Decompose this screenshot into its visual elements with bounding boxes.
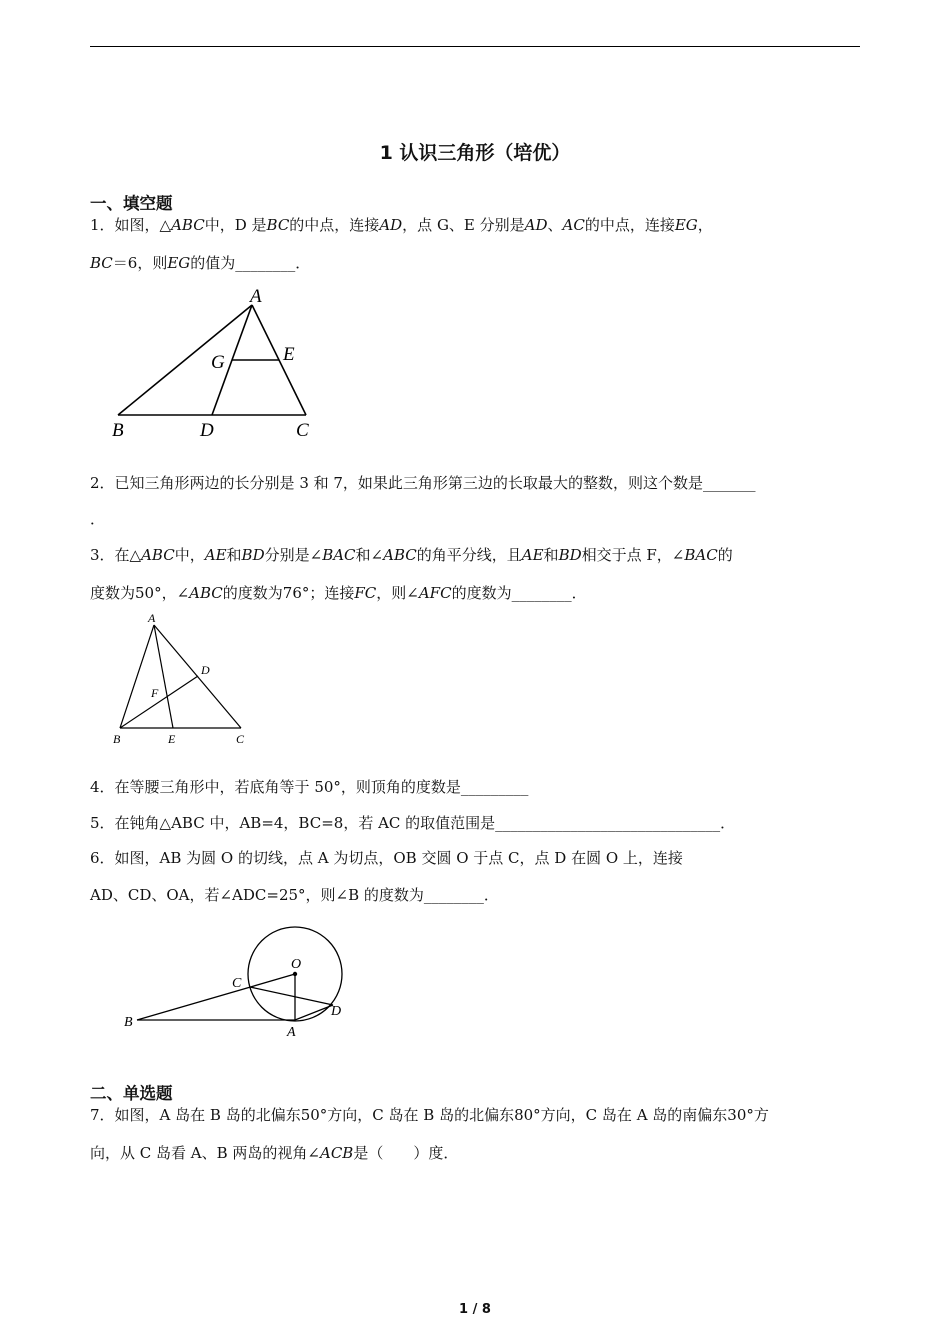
q5-line-1: 5．在钝角△ABC 中，AB=4，BC=8，若 AC 的取值范围是______________________________． [90, 814, 736, 832]
q3-text: 的角平分线，且 [416, 546, 522, 564]
q6-center-dot [293, 972, 297, 976]
q7-text: 是（ ）度． [353, 1144, 459, 1162]
q1-text: ， [697, 216, 713, 234]
q3-line-1 [90, 544, 733, 565]
q3-text: 3．在△ [90, 546, 142, 564]
q1-text: 的值为________． [190, 254, 311, 272]
q2-line-1: 2．已知三角形两边的长分别是 3 和 7，如果此三角形第三边的长取最大的整数，则这个数是_______ [90, 474, 756, 492]
q7-line-1: 7．如图，A 岛在 B 岛的北偏东50°方向，C 岛在 B 岛的北偏东80°方向，C 岛在 A 岛的南偏东30°方 [90, 1106, 769, 1124]
q3-line-2 [90, 582, 587, 603]
q7-line-2 [90, 1142, 458, 1163]
q3-text: 度数为50°，∠ [90, 584, 190, 602]
q1-math: AD [524, 216, 548, 234]
q3-math: BD [558, 546, 582, 564]
q3-text: 的度数为76°；连接 [222, 584, 355, 602]
q1-math: EG [674, 216, 698, 234]
q1-text: 的中点，连接 [584, 216, 675, 234]
q6-label-c: C [232, 976, 242, 991]
q6-label-o: O [291, 957, 302, 972]
q2-line-2: ． [90, 510, 106, 528]
q3-label-b: B [113, 732, 121, 746]
q1-line-2 [90, 252, 310, 273]
q1-text: ＝6，则 [112, 254, 168, 272]
q3-label-e: E [168, 732, 176, 746]
q3-text: 和∠ [355, 546, 384, 564]
q3-math: AE [521, 546, 544, 564]
q3-math: ABC [383, 546, 417, 564]
q1-math: AD [379, 216, 403, 234]
q3-math: BAC [684, 546, 718, 564]
q3-label-a: A [148, 611, 156, 625]
page-indicator: 1 / 8 [459, 1302, 491, 1317]
q1-math: ABC [171, 216, 205, 234]
q3-label-c: C [236, 732, 245, 746]
q3-text: 相交于点 F，∠ [581, 546, 685, 564]
q3-text: 的 [717, 546, 733, 564]
q3-label-f: F [151, 686, 159, 700]
q3-text: 中， [174, 546, 205, 564]
page-title: 1 认识三角形（培优） [379, 142, 571, 164]
q6-label-a: A [287, 1025, 296, 1040]
q3-text: 和 [226, 546, 242, 564]
q3-text: ，则∠ [376, 584, 419, 602]
header-rule [90, 46, 860, 47]
q3-math: BD [241, 546, 265, 564]
q6-label-b: B [124, 1015, 133, 1030]
q3-math: BAC [322, 546, 356, 564]
q1-label-g: G [211, 352, 225, 373]
q1-text: ，点 G、E 分别是 [402, 216, 525, 234]
q1-math: EG [167, 254, 191, 272]
q7-math: ACB [319, 1144, 354, 1162]
q1-text: 的中点，连接 [289, 216, 380, 234]
q3-math: AFC [418, 584, 452, 602]
q3-text: 的度数为________． [451, 584, 587, 602]
q3-text: 和 [543, 546, 559, 564]
q3-math: ABC [189, 584, 223, 602]
q1-text: 中，D 是 [204, 216, 267, 234]
q1-triangle-figure [100, 282, 330, 442]
section-heading-fill-blank: 一、填空题 [90, 194, 173, 213]
q3-label-d: D [201, 663, 210, 677]
q1-label-a: A [250, 286, 262, 307]
q6-line-2: AD、CD、OA，若∠ADC=25°，则∠B 的度数为________． [90, 886, 499, 904]
q1-text: 、 [547, 216, 563, 234]
q1-label-d: D [200, 420, 214, 441]
q1-label-e: E [283, 344, 295, 365]
q4-line-1: 4．在等腰三角形中，若底角等于 50°，则顶角的度数是_________ [90, 778, 529, 796]
q1-label-b: B [112, 420, 124, 441]
q1-line-1 [90, 214, 713, 235]
q6-circle-figure [115, 920, 355, 1045]
q1-label-c: C [296, 420, 309, 441]
q3-math: FC [354, 584, 377, 602]
q6-label-d: D [331, 1004, 342, 1019]
section-heading-single-choice: 二、单选题 [90, 1084, 173, 1103]
q1-math: BC [90, 254, 113, 272]
q1-math: AC [562, 216, 585, 234]
q6-line-1: 6．如图，AB 为圆 O 的切线，点 A 为切点，OB 交圆 O 于点 C，点 D 在圆 O 上，连接 [90, 849, 683, 867]
q3-text: 分别是∠ [264, 546, 323, 564]
q1-math: BC [266, 216, 290, 234]
q3-math: ABC [141, 546, 175, 564]
q7-text: 向，从 C 岛看 A、B 两岛的视角∠ [90, 1144, 320, 1162]
q1-text: 1．如图，△ [90, 216, 172, 234]
q3-triangle-figure [105, 608, 255, 750]
q3-math: AE [204, 546, 227, 564]
